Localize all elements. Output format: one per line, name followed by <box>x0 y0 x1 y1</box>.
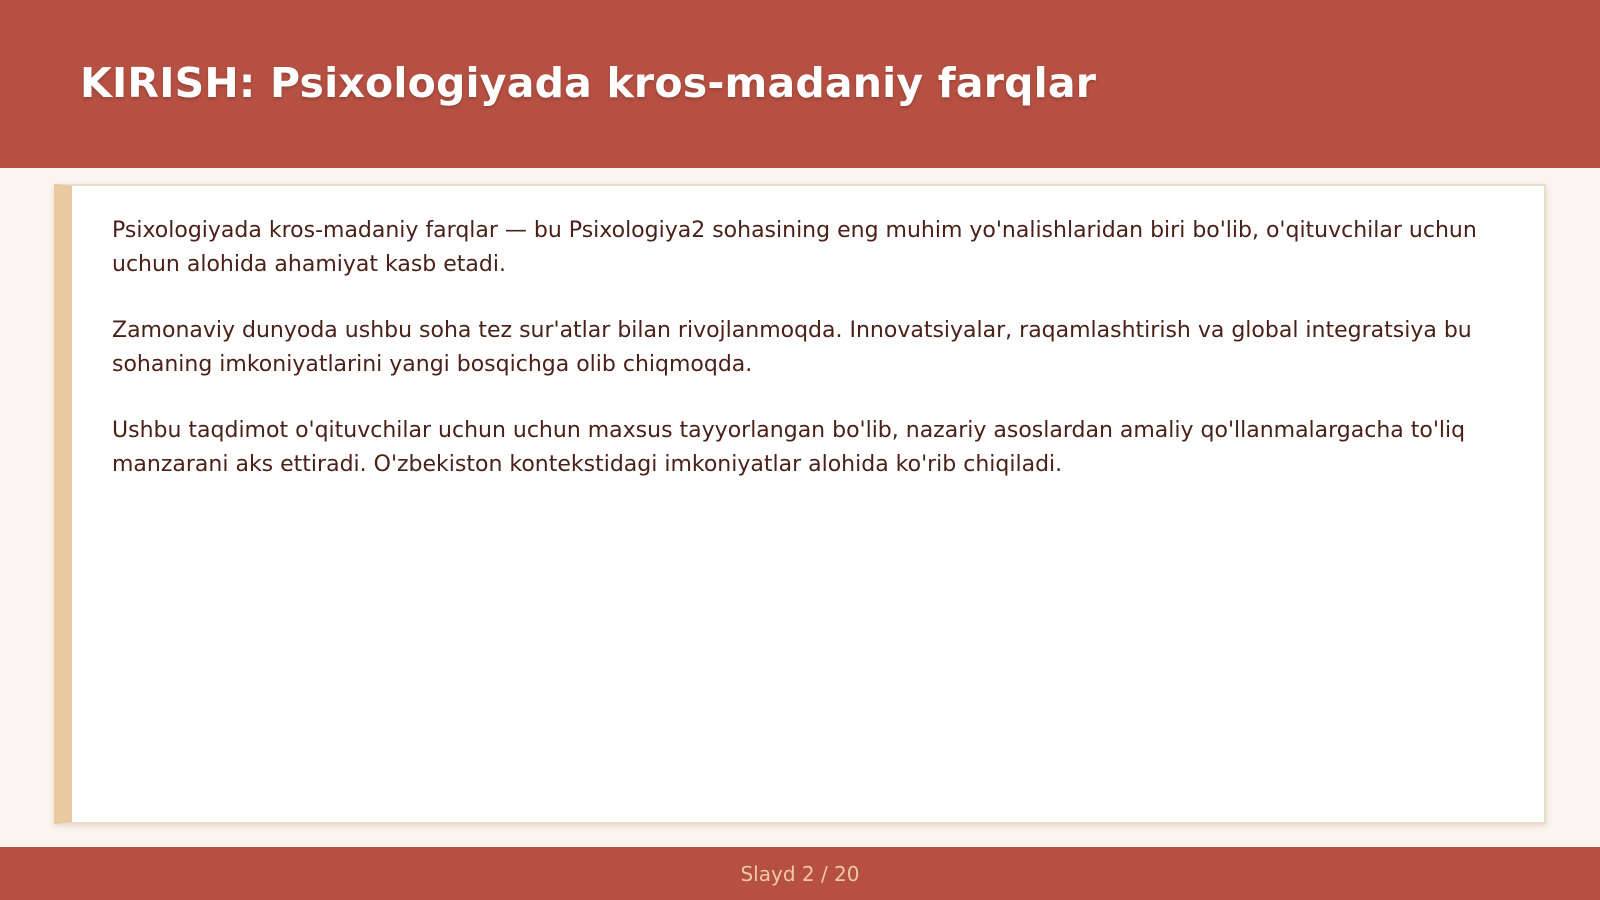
paragraph-3: Ushbu taqdimot o'qituvchilar uchun uchun maxsus tayyorlangan bo'lib, nazariy asoslardan amaliy qo'llanmalargacha to'liq manzarani aks ettiradi. O'zbekiston kontekstidagi imkoniyatlar alohida ko'rib chiqiladi. <box>112 418 1466 477</box>
content-card <box>54 184 1546 824</box>
slide-title: KIRISH: Psixologiyada kros-madaniy farqlar <box>80 59 1097 107</box>
content-body <box>112 214 1512 514</box>
paragraph-1: Psixologiyada kros-madaniy farqlar — bu Psixologiya2 sohasining eng muhim yo'nalishlaridan biri bo'lib, o'qituvchilar uchun uchun alohida ahamiyat kasb etadi. <box>112 218 1477 277</box>
paragraph-2: Zamonaviy dunyoda ushbu soha tez sur'atlar bilan rivojlanmoqda. Innovatsiyalar, raqamlashtirish va global integratsiya bu sohaning imkoniyatlarini yangi bosqichga olib chiqmoqda. <box>112 318 1472 377</box>
slide-number: Slayd 2 / 20 <box>740 861 860 886</box>
slide-header <box>0 0 1600 168</box>
slide-footer <box>0 847 1600 900</box>
